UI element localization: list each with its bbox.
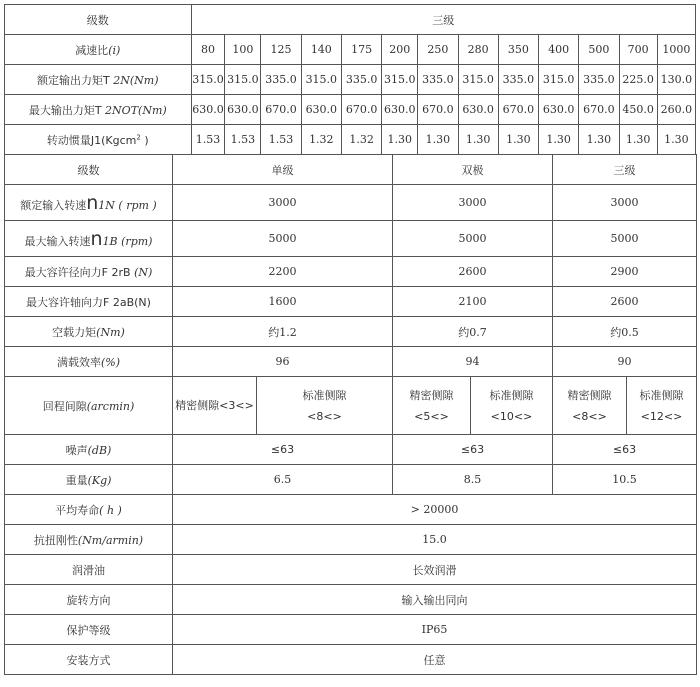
value-cell: 任意: [173, 645, 697, 675]
value-cell: 2600: [553, 287, 697, 317]
max-torque-cell: 260.0: [657, 95, 695, 125]
max-speed-row: [5, 221, 697, 257]
inertia-cell: 1.30: [498, 125, 538, 155]
weight-row: [5, 465, 697, 495]
torque-cell: 335.0: [498, 65, 538, 95]
value-cell: 2100: [393, 287, 553, 317]
ratio-cell: 500: [579, 35, 619, 65]
level-header: 单级: [173, 155, 393, 185]
level-header: 双极: [393, 155, 553, 185]
value-cell: 6.5: [173, 465, 393, 495]
lubrication-label: 润滑油: [5, 555, 173, 585]
value-cell: 10.5: [553, 465, 697, 495]
rated-torque-label: 额定输出力矩T 2N(Nm): [5, 65, 192, 95]
max-torque-cell: 630.0: [539, 95, 579, 125]
ratio-row: [5, 35, 696, 65]
noload-torque-row: [5, 317, 697, 347]
rotation-label: 旋转方向: [5, 585, 173, 615]
torque-cell: 315.0: [301, 65, 341, 95]
max-torque-cell: 670.0: [418, 95, 458, 125]
max-torque-cell: 630.0: [191, 95, 225, 125]
axial-force-row: [5, 287, 697, 317]
backlash-cell: 标准侧隙 <10<>: [471, 377, 553, 435]
inertia-cell: 1.30: [657, 125, 695, 155]
backlash-cell: 精密侧隙 <8<>: [553, 377, 627, 435]
value-cell: 2200: [173, 257, 393, 287]
mounting-row: [5, 645, 697, 675]
radial-force-row: [5, 257, 697, 287]
ratio-cell: 1000: [657, 35, 695, 65]
radial-force-label: 最大容许径向力F 2rB (N): [5, 257, 173, 287]
mounting-label: 安装方式: [5, 645, 173, 675]
max-torque-cell: 630.0: [301, 95, 341, 125]
torque-cell: 225.0: [619, 65, 657, 95]
inertia-cell: 1.53: [261, 125, 301, 155]
torque-cell: 335.0: [341, 65, 381, 95]
value-cell: 2900: [553, 257, 697, 287]
inertia-cell: 1.53: [191, 125, 225, 155]
ratio-cell: 100: [225, 35, 261, 65]
value-cell: 约1.2: [173, 317, 393, 347]
inertia-cell: 1.32: [341, 125, 381, 155]
inertia-cell: 1.30: [539, 125, 579, 155]
ratio-cell: 175: [341, 35, 381, 65]
max-torque-cell: 670.0: [498, 95, 538, 125]
level-spec-table: [4, 154, 697, 675]
value-cell: 94: [393, 347, 553, 377]
level-header: 三级: [553, 155, 697, 185]
ratio-spec-table: [4, 4, 696, 155]
inertia-cell: 1.30: [619, 125, 657, 155]
ratio-cell: 80: [191, 35, 225, 65]
torque-cell: 315.0: [191, 65, 225, 95]
noise-label: 噪声(dB): [5, 435, 173, 465]
value-cell: 约0.7: [393, 317, 553, 347]
level-value: 三级: [191, 5, 696, 35]
protection-row: [5, 615, 697, 645]
inertia-cell: 1.30: [458, 125, 498, 155]
value-cell: 3000: [393, 185, 553, 221]
inertia-cell: 1.32: [301, 125, 341, 155]
torque-cell: 335.0: [261, 65, 301, 95]
ratio-cell: 700: [619, 35, 657, 65]
stiffness-row: [5, 525, 697, 555]
value-cell: 15.0: [173, 525, 697, 555]
backlash-cell: 精密侧隙 <5<>: [393, 377, 471, 435]
value-cell: 96: [173, 347, 393, 377]
inertia-row: [5, 125, 696, 155]
backlash-cell: 标准侧隙<12<>: [627, 377, 697, 435]
inertia-cell: 1.53: [225, 125, 261, 155]
torque-cell: 335.0: [579, 65, 619, 95]
backlash-cell: 精密侧隙<3<>: [173, 377, 257, 435]
rotation-row: [5, 585, 697, 615]
backlash-row: [5, 377, 697, 435]
max-torque-label: 最大输出力矩T 2NOT(Nm): [5, 95, 192, 125]
efficiency-label: 满载效率(%): [5, 347, 173, 377]
ratio-cell: 350: [498, 35, 538, 65]
stiffness-label: 抗扭刚性(Nm/armin): [5, 525, 173, 555]
backlash-label: 回程间隙(arcmin): [5, 377, 173, 435]
max-torque-cell: 630.0: [458, 95, 498, 125]
max-torque-cell: 670.0: [341, 95, 381, 125]
ratio-cell: 140: [301, 35, 341, 65]
value-cell: 5000: [393, 221, 553, 257]
level-label: 级数: [5, 5, 192, 35]
torque-cell: 315.0: [225, 65, 261, 95]
rated-speed-row: [5, 185, 697, 221]
value-cell: 输入输出同向: [173, 585, 697, 615]
max-torque-cell: 630.0: [382, 95, 418, 125]
level-label: 级数: [5, 155, 173, 185]
torque-cell: 315.0: [539, 65, 579, 95]
max-torque-cell: 450.0: [619, 95, 657, 125]
value-cell: 3000: [173, 185, 393, 221]
lubrication-row: [5, 555, 697, 585]
table-row: [5, 5, 696, 35]
noload-torque-label: 空载力矩(Nm): [5, 317, 173, 347]
weight-label: 重量(Kg): [5, 465, 173, 495]
ratio-cell: 400: [539, 35, 579, 65]
ratio-label: 减速比(i): [5, 35, 192, 65]
max-torque-cell: 670.0: [579, 95, 619, 125]
torque-cell: 130.0: [657, 65, 695, 95]
efficiency-row: [5, 347, 697, 377]
value-cell: 90: [553, 347, 697, 377]
life-label: 平均寿命( h ): [5, 495, 173, 525]
life-row: [5, 495, 697, 525]
inertia-cell: 1.30: [382, 125, 418, 155]
backlash-cell: 标准侧隙 <8<>: [257, 377, 393, 435]
ratio-cell: 250: [418, 35, 458, 65]
torque-cell: 315.0: [382, 65, 418, 95]
ratio-cell: 125: [261, 35, 301, 65]
value-cell: ≤63: [553, 435, 697, 465]
table-row: [5, 155, 697, 185]
value-cell: 3000: [553, 185, 697, 221]
value-cell: 约0.5: [553, 317, 697, 347]
max-torque-row: [5, 95, 696, 125]
protection-label: 保护等级: [5, 615, 173, 645]
value-cell: IP65: [173, 615, 697, 645]
inertia-cell: 1.30: [418, 125, 458, 155]
spec-sheet: [4, 4, 696, 675]
ratio-cell: 200: [382, 35, 418, 65]
value-cell: 8.5: [393, 465, 553, 495]
inertia-cell: 1.30: [579, 125, 619, 155]
axial-force-label: 最大容许轴向力F 2aB(N): [5, 287, 173, 317]
max-speed-label: 最大输入转速n1B (rpm): [5, 221, 173, 257]
value-cell: 1600: [173, 287, 393, 317]
max-torque-cell: 670.0: [261, 95, 301, 125]
value-cell: ≤63: [173, 435, 393, 465]
value-cell: > 20000: [173, 495, 697, 525]
rated-speed-label: 额定输入转速n1N ( rpm ): [5, 185, 173, 221]
torque-cell: 315.0: [458, 65, 498, 95]
value-cell: 长效润滑: [173, 555, 697, 585]
value-cell: 2600: [393, 257, 553, 287]
value-cell: ≤63: [393, 435, 553, 465]
torque-cell: 335.0: [418, 65, 458, 95]
value-cell: 5000: [173, 221, 393, 257]
rated-torque-row: [5, 65, 696, 95]
max-torque-cell: 630.0: [225, 95, 261, 125]
ratio-cell: 280: [458, 35, 498, 65]
value-cell: 5000: [553, 221, 697, 257]
noise-row: [5, 435, 697, 465]
inertia-label: 转动惯量J1(Kgcm$^2$ ): [5, 125, 192, 155]
